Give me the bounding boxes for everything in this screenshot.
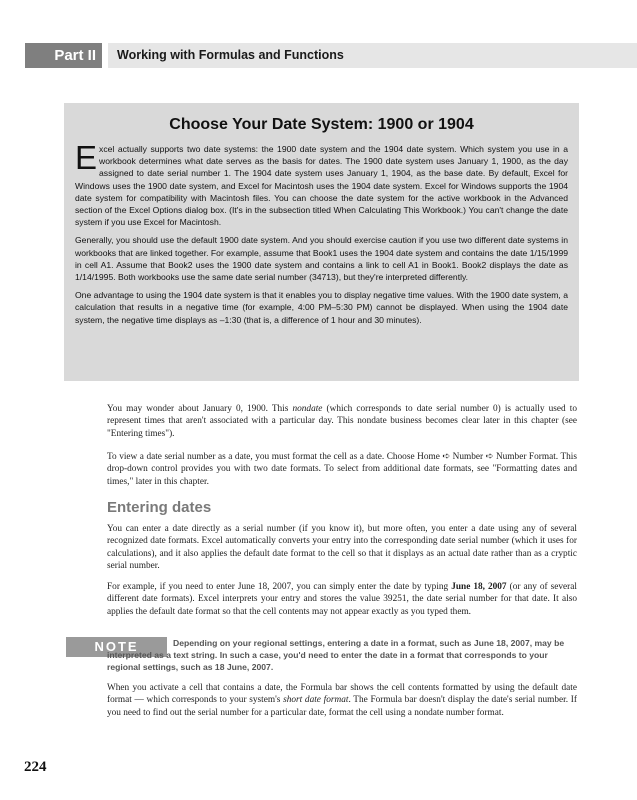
p5-part-a: When you activate a cell that contains a date, the Formula bar shows the cell contents formatted by using the default date format — which corresponds to your system's xyxy=(107,683,577,706)
p5-italic: short date format xyxy=(283,695,349,706)
p1-part-b: (which corresponds to date serial number 0) is actually used to represent times that aren't associated with a particular day. This nondate business becomes clear later in this chapter (see "Entering times"). xyxy=(107,404,577,439)
body-paragraph-4 xyxy=(107,581,577,618)
drop-cap: E xyxy=(75,139,98,176)
p1-italic: nondate xyxy=(292,404,323,414)
section-heading: Entering dates xyxy=(107,499,212,516)
page-number: 224 xyxy=(24,759,47,775)
p4-bold: June 18, 2007 xyxy=(451,582,507,592)
p1-part-a: You may wonder about January 0, 1900. This xyxy=(107,404,293,414)
sidebar-paragraph-3: One advantage to using the 1904 date system is that it enables you to display negative time values. With the 1900 date system, a calculation that results in a negative time (for example, 4:00 PM–5:30 PM) cannot be displayed. When using the 1904 date system, the negative time displays as –1:30 (that is, a difference of 1 hour and 30 minutes). xyxy=(75,290,568,325)
sidebar-paragraph-1 xyxy=(75,139,568,228)
note-text: Depending on your regional settings, entering a date in a format, such as June 18, 2007, may be interpreted as a text string. In such a case, you'd need to enter the date in a format that corresponds to your regional settings, such as 18 June, 2007. xyxy=(107,638,565,673)
running-header-title: Working with Formulas and Functions xyxy=(108,43,637,68)
body-paragraph-5 xyxy=(107,682,577,719)
body-paragraph-2: To view a date serial number as a date, you must format the cell as a date. Choose Home ➪ Number ➪ Number Format. This drop-down control provides you with two date formats. To select from additional date formats, see "Formatting dates and times," later in this chapter. xyxy=(107,452,577,487)
sidebar-box xyxy=(64,103,579,381)
sidebar-paragraph-1-text: xcel actually supports two date systems: the 1900 date system and the 1904 date system. Which system you use in a workbook determines what date serves as the basis for dates. The 1900 date system uses January 1, 1900, as the day assigned to date serial number 1. The 1904 date system uses January 1, 1904, as the base date. By default, Excel for Windows uses the 1900 date system, and Excel for Macintosh uses the 1904 date system. Excel for Windows supports the 1904 date system for compatibility with Macintosh files. You can choose the date system for the active workbook in the Advanced section of the Excel Options dialog box. (It's in the subsection titled When Calculating This Workbook.) You can't change the date system if you use Excel for Macintosh. xyxy=(75,144,568,228)
body-paragraph-3: You can enter a date directly as a serial number (if you know it), but more often, you enter a date using any of several recognized date formats. Excel automatically converts your entry into the corresponding date serial number (which it uses for calculations), and it also applies the default date format to the cell so that it displays as an actual date rather than as a cryptic serial number. xyxy=(107,524,577,572)
p4-part-a: For example, if you need to enter June 18, 2007, you can simply enter the date by typing xyxy=(107,582,452,592)
note-badge: NOTE xyxy=(66,637,167,657)
sidebar-title: Choose Your Date System: 1900 or 1904 xyxy=(169,116,474,133)
p4-part-b: (or any of several different date formats). Excel interprets your entry and stores the value 39251, the date serial number for that date. It also applies the default date format so that the cell contents may not appear exactly as you typed them. xyxy=(107,582,577,617)
part-label: Part II xyxy=(25,43,102,68)
sidebar-paragraph-2: Generally, you should use the default 1900 date system. And you should exercise caution if you use two different date systems in workbooks that are linked together. For example, assume that Book1 uses the 1904 date system and contains the date 1/15/1999 in cell A1. Assume that Book2 uses the 1900 date system and contains a link to cell A1 in Book1. Book2 displays the date as 1/14/1995. Both workbooks use the same date serial number (34713), but they're interpreted differently. xyxy=(75,235,568,283)
p5-part-b: . The Formula bar doesn't display the date's serial number. If you need to find out the serial number for a particular date, format the cell using a nondate number format. xyxy=(107,695,577,718)
body-paragraph-1 xyxy=(107,403,577,440)
